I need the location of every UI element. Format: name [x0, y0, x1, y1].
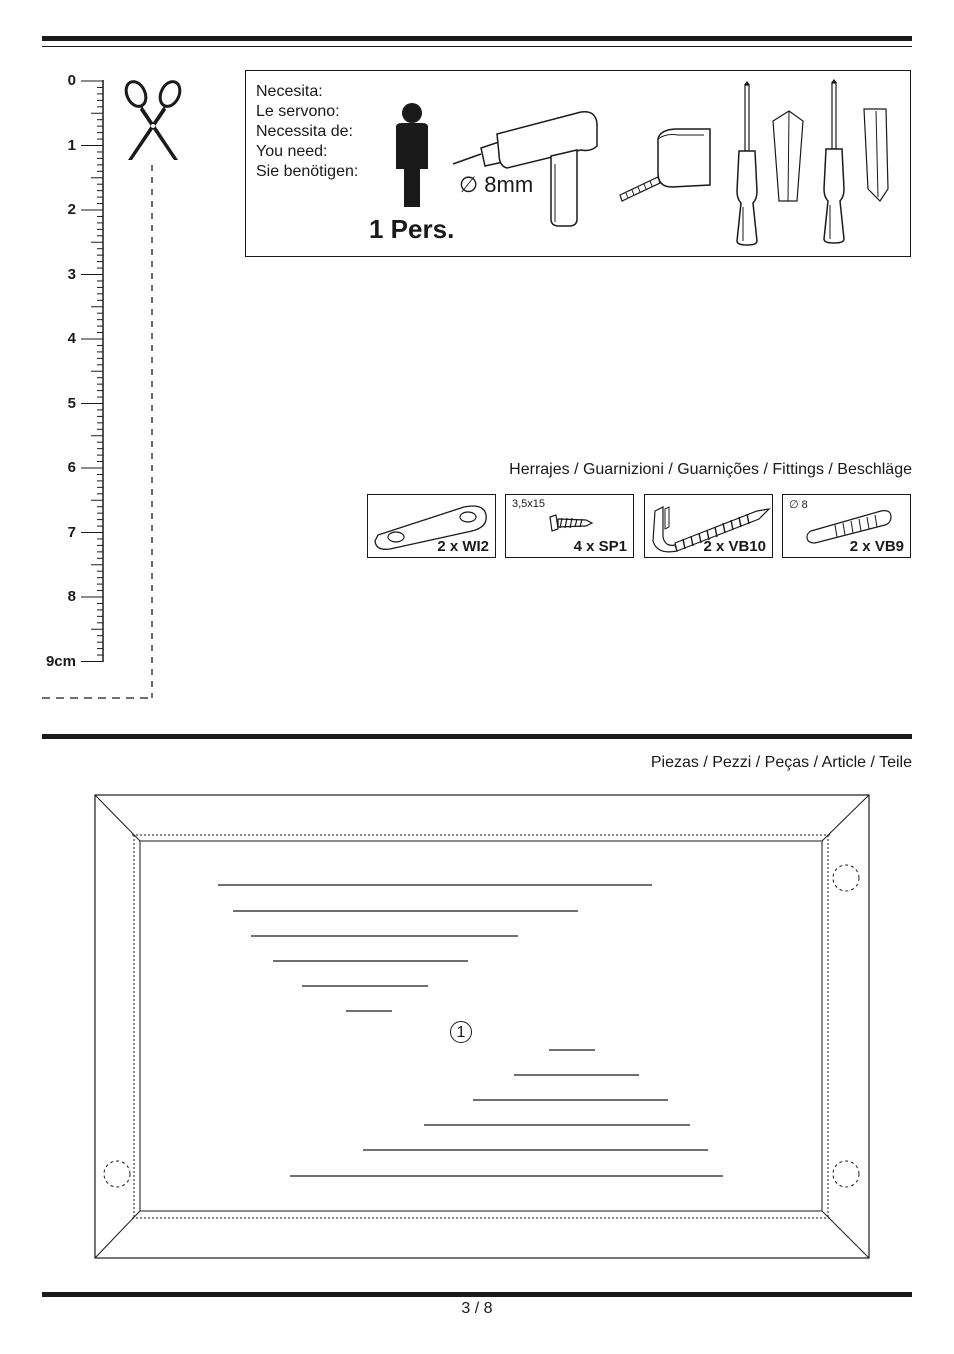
flat-screwdriver-icon [818, 79, 898, 249]
middle-rule [42, 734, 912, 739]
fitting-wi2 [367, 494, 496, 558]
bottom-rule [42, 1292, 912, 1297]
drill-diameter: ∅ 8mm [459, 172, 534, 197]
ruler-label-3: 3 [67, 266, 76, 283]
tape-measure-icon [618, 125, 718, 205]
fittings-title: Herrajes / Guarnizioni / Guarnições / Fittings / Beschläge [509, 461, 912, 478]
ruler-label-5: 5 [67, 395, 76, 412]
need-line-es: Necesita: [256, 83, 323, 100]
you-need-text [256, 82, 358, 182]
fitting-label-wi2: 2 x WI2 [437, 538, 489, 555]
page-number: 3 / 8 [461, 1300, 493, 1317]
ruler-label-8: 8 [67, 588, 76, 605]
ruler-label-0: 0 [67, 72, 76, 89]
need-line-en: You need: [256, 143, 328, 160]
tools-needed-box [245, 70, 911, 257]
drill-icon [451, 104, 601, 229]
parts-title: Piezas / Pezzi / Peças / Article / Teile [650, 754, 912, 771]
need-line-it: Le servono: [256, 103, 340, 120]
fitting-label-sp1: 4 x SP1 [573, 538, 627, 555]
need-line-de: Sie benötigen: [256, 163, 359, 180]
ruler-graphic [40, 70, 165, 705]
fitting-label-vb9: 2 x VB9 [849, 538, 904, 555]
person-icon [392, 101, 432, 211]
need-line-pt: Necessita de: [256, 123, 353, 140]
ruler-label-9cm: 9cm [45, 653, 76, 670]
top-rule-thick [42, 36, 912, 41]
fitting-vb9 [782, 494, 911, 558]
fitting-sp1 [505, 494, 634, 558]
fitting-vb10 [644, 494, 773, 558]
panel-drawing [94, 794, 872, 1260]
ruler-label-1: 1 [67, 137, 76, 154]
ruler-label-2: 2 [67, 201, 76, 218]
screw-icon [546, 511, 596, 535]
ruler-label-7: 7 [67, 524, 76, 541]
persons-count: 1 Pers. [369, 214, 455, 244]
scissors-icon [120, 76, 186, 162]
ruler-label-4: 4 [67, 330, 76, 347]
fitting-spec-sp1: 3,5x15 [512, 498, 546, 510]
ruler-label-6: 6 [67, 459, 76, 476]
fitting-label-vb10: 2 x VB10 [703, 538, 766, 555]
fitting-spec-vb9: ∅ 8 [789, 499, 808, 511]
top-rule-thin [42, 46, 912, 47]
part-callout-1: 1 [450, 1021, 472, 1043]
phillips-screwdriver-icon [731, 81, 811, 249]
